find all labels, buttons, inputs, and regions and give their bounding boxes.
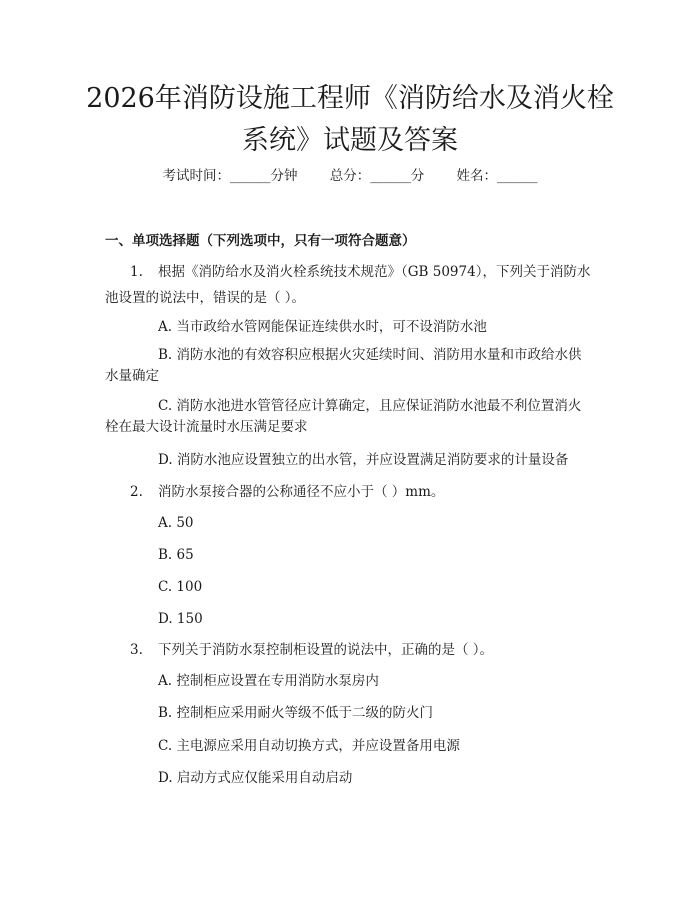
title-line-2: 系统》试题及答案	[242, 125, 458, 156]
question-2-option-a: A. 50	[158, 515, 194, 531]
question-1-option-d: D. 消防水池应设置独立的出水管，并应设置满足消防要求的计量设备	[158, 452, 569, 468]
title-line-1: 2026年消防设施工程师《消防给水及消火栓	[86, 83, 614, 114]
question-stem-text: 消防水泵接合器的公称通径不应小于（ ）mm。	[158, 484, 445, 500]
question-1-stem	[130, 262, 590, 282]
question-3-option-c: C. 主电源应采用自动切换方式，并应设置备用电源	[158, 738, 460, 754]
question-3-option-d: D. 启动方式应仅能采用自动启动	[158, 770, 353, 786]
question-3-option-b: B. 控制柜应采用耐火等级不低于二级的防火门	[158, 705, 434, 721]
question-2-option-b: B. 65	[158, 547, 194, 563]
question-2-stem	[130, 482, 444, 502]
exam-meta	[0, 166, 700, 186]
question-1-stem-cont: 池设置的说法中，错误的是（ ）。	[105, 290, 306, 306]
document-title	[60, 78, 640, 162]
question-stem-text: 下列关于消防水泵控制柜设置的说法中，正确的是（ ）。	[158, 642, 494, 658]
question-3-stem	[130, 640, 493, 660]
question-number: 1.	[130, 264, 143, 280]
question-1-option-b: B. 消防水池的有效容积应根据火灾延续时间、消防用水量和市政给水供	[158, 347, 582, 363]
question-1-option-a: A. 当市政给水管网能保证连续供水时，可不设消防水池	[158, 319, 487, 335]
question-2-option-d: D. 150	[158, 611, 203, 627]
question-1-option-c: C. 消防水池进水管管径应计算确定，且应保证消防水池最不利位置消火	[158, 398, 582, 414]
question-number: 3.	[130, 642, 143, 658]
question-1-option-c-cont: 栓在最大设计流量时水压满足要求	[105, 419, 308, 435]
question-3-option-a: A. 控制柜应设置在专用消防水泵房内	[158, 673, 379, 689]
section-heading: 一、单项选择题（下列选项中，只有一项符合题意）	[105, 233, 416, 249]
exam-time-field: 考试时间：______分钟	[162, 168, 298, 184]
total-score-field: 总分：______分	[329, 168, 425, 184]
question-2-option-c: C. 100	[158, 579, 203, 595]
name-field: 姓名：______	[456, 168, 538, 184]
question-stem-text: 根据《消防给水及消火栓系统技术规范》（GB 50974），下列关于消防水	[158, 264, 591, 280]
question-number: 2.	[130, 484, 143, 500]
question-1-option-b-cont: 水量确定	[105, 368, 159, 384]
